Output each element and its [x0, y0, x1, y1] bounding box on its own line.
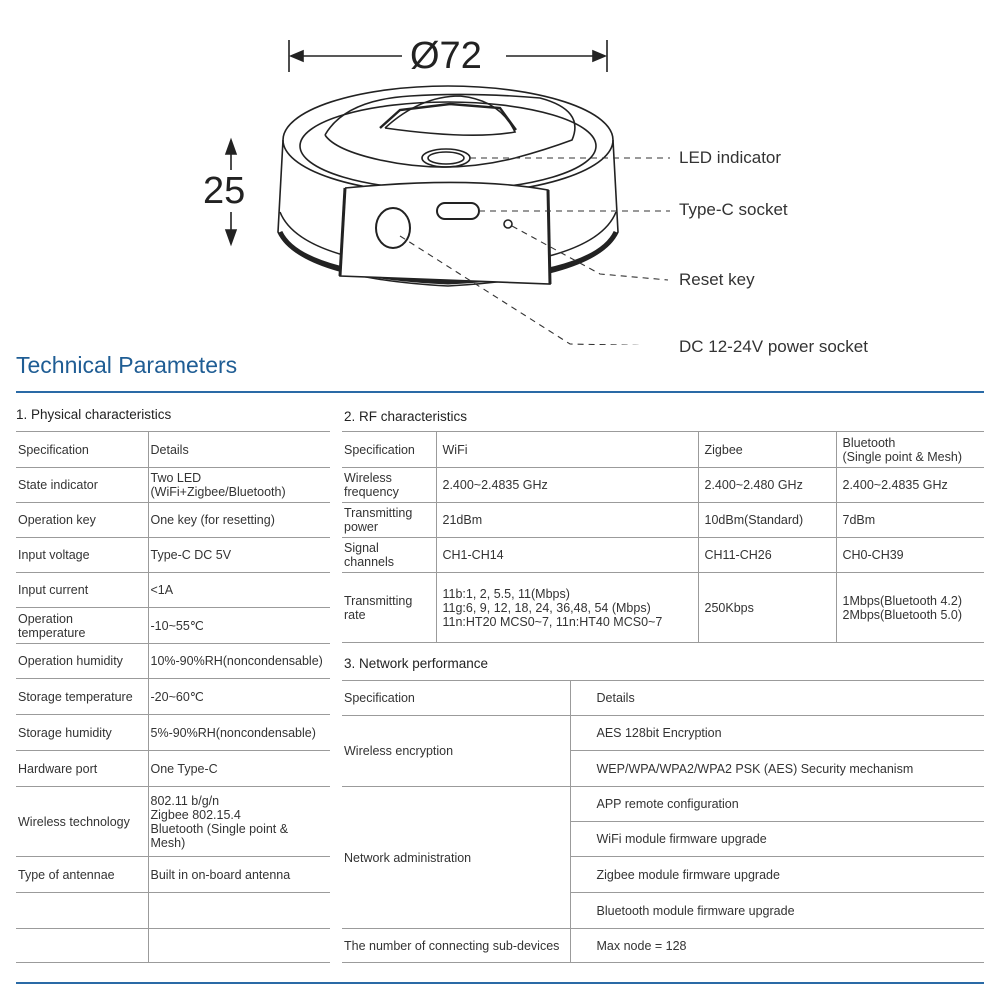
spec-cell: Input current [16, 573, 148, 608]
callout-led-indicator: LED indicator [679, 148, 782, 167]
page-title: Technical Parameters [16, 352, 238, 378]
detail-cell: 10%-90%RH(noncondensable) [148, 644, 330, 679]
detail-cell [148, 893, 330, 929]
table-row [16, 929, 330, 963]
spec-cell: Transmitting power [342, 503, 436, 538]
header-specification: Specification [342, 681, 570, 716]
spec-cell [16, 929, 148, 963]
spec-cell: Storage humidity [16, 715, 148, 751]
callout-power-socket: DC 12-24V power socket [679, 337, 868, 356]
spec-cell: Wireless encryption [342, 716, 570, 787]
wifi-cell: CH1-CH14 [436, 538, 698, 573]
detail-cell: Bluetooth module firmware upgrade [570, 893, 984, 929]
detail-cell: Zigbee module firmware upgrade [570, 857, 984, 893]
spec-cell: Input voltage [16, 538, 148, 573]
detail-cell: One key (for resetting) [148, 503, 330, 538]
detail-cell: 802.11 b/g/n Zigbee 802.15.4 Bluetooth (Single point & Mesh) [148, 787, 330, 857]
header-specification: Specification [16, 432, 148, 468]
detail-cell: WEP/WPA/WPA2/WPA2 PSK (AES) Security mechanism [570, 751, 984, 787]
table-row [342, 716, 984, 751]
table-row [16, 644, 330, 679]
detail-cell: AES 128bit Encryption [570, 716, 984, 751]
table-row [342, 468, 984, 503]
detail-cell: Type-C DC 5V [148, 538, 330, 573]
physical-heading: 1. Physical characteristics [16, 407, 172, 422]
callout-type-c-socket: Type-C socket [679, 200, 788, 219]
table-row [16, 679, 330, 715]
zigbee-cell: 250Kbps [698, 573, 836, 643]
detail-cell: Max node = 128 [570, 929, 984, 963]
diameter-label: Ø72 [410, 35, 482, 77]
spec-cell: Operation key [16, 503, 148, 538]
spec-cell: Operation humidity [16, 644, 148, 679]
table-row [342, 573, 984, 643]
table-row [16, 468, 330, 503]
detail-cell: Two LED (WiFi+Zigbee/Bluetooth) [148, 468, 330, 503]
network-heading: 3. Network performance [344, 656, 489, 671]
table-row [16, 787, 330, 857]
detail-cell: One Type-C [148, 751, 330, 787]
network-table [342, 680, 984, 963]
detail-cell: APP remote configuration [570, 787, 984, 822]
table-row [16, 503, 330, 538]
table-header [16, 432, 330, 468]
header-details: Details [148, 432, 330, 468]
bottom-divider [16, 982, 984, 984]
device-drawing [0, 0, 1000, 345]
table-row [16, 715, 330, 751]
zigbee-cell: 10dBm(Standard) [698, 503, 836, 538]
spec-cell: Operation temperature [16, 608, 148, 644]
wifi-cell: 21dBm [436, 503, 698, 538]
spec-cell: Wireless frequency [342, 468, 436, 503]
header-specification: Specification [342, 432, 436, 468]
header-details: Details [570, 681, 984, 716]
rf-heading: 2. RF characteristics [344, 409, 468, 424]
table-row [16, 538, 330, 573]
wifi-cell: 11b:1, 2, 5.5, 11(Mbps) 11g:6, 9, 12, 18, 24, 36,48, 54 (Mbps) 11n:HT20 MCS0~7, 11n:HT40 MCS0~7 [436, 573, 698, 643]
spec-cell: Signal channels [342, 538, 436, 573]
wifi-cell: 2.400~2.4835 GHz [436, 468, 698, 503]
detail-cell: -10~55℃ [148, 608, 330, 644]
detail-cell: 5%-90%RH(noncondensable) [148, 715, 330, 751]
height-label: 25 [203, 170, 246, 212]
table-row [16, 573, 330, 608]
bluetooth-cell: CH0-CH39 [836, 538, 984, 573]
spec-cell: Storage temperature [16, 679, 148, 715]
bluetooth-cell: 7dBm [836, 503, 984, 538]
spec-cell: Type of antennae [16, 857, 148, 893]
spec-cell: The number of connecting sub-devices [342, 929, 570, 963]
zigbee-cell: 2.400~2.480 GHz [698, 468, 836, 503]
table-row [16, 751, 330, 787]
table-row [342, 538, 984, 573]
detail-cell: WiFi module firmware upgrade [570, 822, 984, 857]
spec-cell: Network administration [342, 787, 570, 929]
spec-cell: Wireless technology [16, 787, 148, 857]
header-zigbee: Zigbee [698, 432, 836, 468]
callout-reset-key: Reset key [679, 270, 755, 289]
detail-cell: -20~60℃ [148, 679, 330, 715]
table-header [342, 432, 984, 468]
bluetooth-cell: 2.400~2.4835 GHz [836, 468, 984, 503]
spec-cell: State indicator [16, 468, 148, 503]
spec-cell: Transmitting rate [342, 573, 436, 643]
table-row [16, 857, 330, 893]
table-header [342, 681, 984, 716]
table-row [16, 893, 330, 929]
spec-cell [16, 893, 148, 929]
table-row [342, 787, 984, 822]
header-bluetooth: Bluetooth (Single point & Mesh) [836, 432, 984, 468]
title-divider [16, 391, 984, 393]
physical-table [16, 431, 330, 963]
rf-table [342, 431, 984, 643]
zigbee-cell: CH11-CH26 [698, 538, 836, 573]
table-row [342, 503, 984, 538]
detail-cell: <1A [148, 573, 330, 608]
table-row [342, 929, 984, 963]
detail-cell [148, 929, 330, 963]
spec-cell: Hardware port [16, 751, 148, 787]
bluetooth-cell: 1Mbps(Bluetooth 4.2) 2Mbps(Bluetooth 5.0) [836, 573, 984, 643]
header-wifi: WiFi [436, 432, 698, 468]
detail-cell: Built in on-board antenna [148, 857, 330, 893]
table-row [16, 608, 330, 644]
